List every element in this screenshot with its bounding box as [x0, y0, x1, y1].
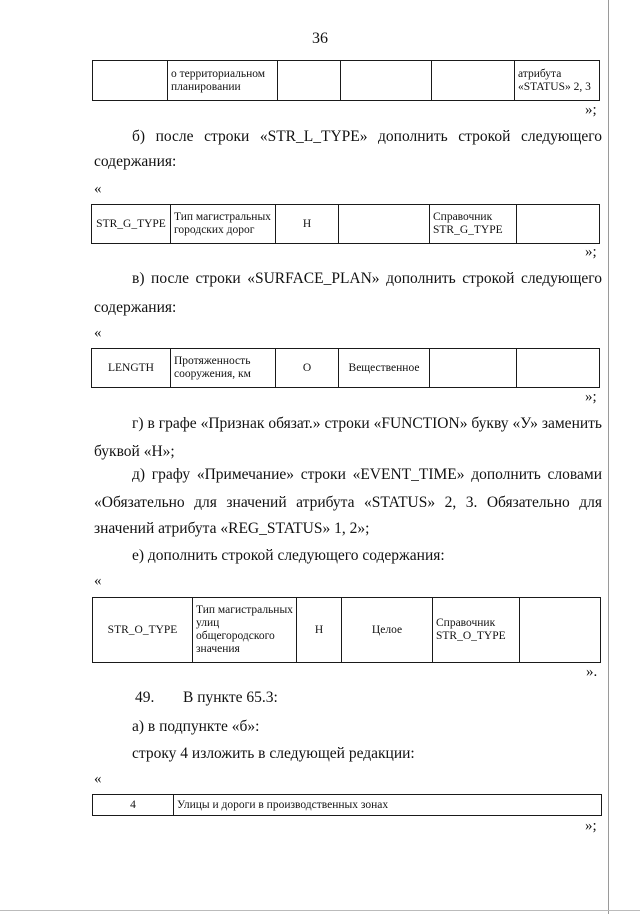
table-length	[91, 348, 600, 388]
table-cell: о территориальном планировании	[168, 61, 278, 101]
paragraph-b-line2: содержания:	[94, 153, 177, 170]
cell-name: Тип магистральных улиц общегородского значения	[193, 598, 297, 663]
table-str-g-type	[91, 204, 600, 244]
cell-flag: Н	[276, 205, 339, 244]
cell-code: STR_G_TYPE	[92, 205, 171, 244]
cell-type: Вещественное	[339, 349, 430, 388]
table-cell	[278, 61, 341, 101]
subitem-a: а) в подпункте «б»:	[132, 718, 260, 735]
cell-text: Улицы и дороги в производственных зонах	[174, 795, 602, 816]
table-continuation	[92, 60, 600, 101]
opening-quote: «	[94, 771, 102, 787]
closing-quote: »;	[585, 818, 597, 834]
table-cell	[93, 61, 168, 101]
page-number: 36	[312, 30, 328, 47]
item-49-text: В пункте 65.3:	[183, 689, 278, 706]
cell-name: Тип магистральных городских дорог	[171, 205, 276, 244]
cell-code: LENGTH	[92, 349, 171, 388]
cell-extra	[517, 205, 600, 244]
paragraph-d-line1: д) графу «Примечание» строки «EVENT_TIME» дополнить словами	[132, 466, 602, 483]
cell-code: STR_O_TYPE	[93, 598, 193, 663]
paragraph-d-line3: значений атрибута «REG_STATUS» 1, 2»;	[94, 520, 370, 537]
cell-flag: О	[276, 349, 339, 388]
cell-extra	[517, 349, 600, 388]
cell-note: Справочник STR_O_TYPE	[433, 598, 520, 663]
item-49-number: 49.	[135, 689, 155, 706]
closing-quote: »;	[585, 244, 597, 260]
opening-quote: «	[94, 573, 102, 589]
cell-name: Протяженность сооружения, км	[171, 349, 276, 388]
opening-quote: «	[94, 325, 102, 341]
page-bottom-line	[0, 910, 640, 911]
cell-extra	[520, 598, 601, 663]
cell-note	[430, 349, 517, 388]
paragraph-v-line2: содержания:	[94, 299, 177, 316]
closing-quote: »;	[585, 389, 597, 405]
page-edge-line	[608, 0, 609, 914]
paragraph-e-line1: е) дополнить строкой следующего содержания:	[132, 547, 445, 564]
cell-note: Справочник STR_G_TYPE	[430, 205, 517, 244]
opening-quote: «	[94, 181, 102, 197]
closing-quote: ».	[586, 664, 598, 680]
instruction-line: строку 4 изложить в следующей редакции:	[132, 745, 415, 762]
cell-type: Целое	[342, 598, 433, 663]
paragraph-b-line1: б) после строки «STR_L_TYPE» дополнить строкой следующего	[132, 128, 602, 145]
table-cell	[341, 61, 432, 101]
table-cell: атрибута «STATUS» 2, 3	[515, 61, 600, 101]
paragraph-d-line2: «Обязательно для значений атрибута «STATUS» 2, 3. Обязательно для	[94, 494, 602, 511]
table-row-4	[92, 794, 602, 816]
paragraph-v-line1: в) после строки «SURFACE_PLAN» дополнить строкой следующего	[132, 270, 602, 287]
table-str-o-type	[92, 597, 601, 663]
cell-type	[339, 205, 430, 244]
paragraph-g-line1: г) в графе «Признак обязат.» строки «FUNCTION» букву «У» заменить	[132, 415, 602, 432]
cell-flag: Н	[297, 598, 342, 663]
closing-quote: »;	[585, 102, 597, 118]
table-cell	[432, 61, 515, 101]
paragraph-g-line2: буквой «Н»;	[94, 443, 175, 460]
cell-number: 4	[93, 795, 174, 816]
